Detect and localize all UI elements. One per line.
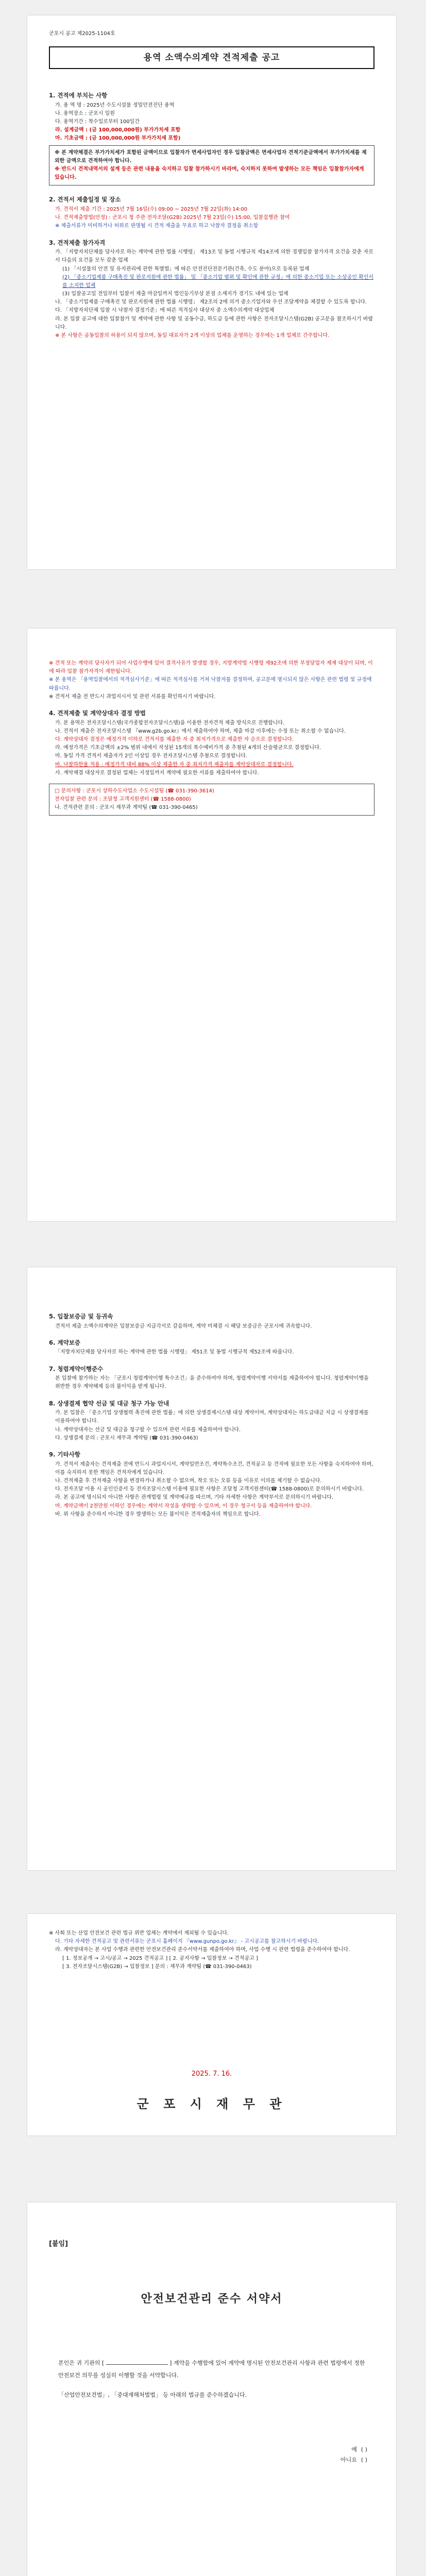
pledge-para-b: ] 계약을 수행함에 있어 계약에 명시된 안전보건관리 사항과 관련 법령에서 정한 안전보건 의무를 성실히 이행할 것을 서약합니다. <box>58 2360 365 2379</box>
sec4-item: 바. 낙찰하한율 적용 : 예정가격 대비 88% 이상 제출한 자 중 최저가격 제출자를 계약상대자로 결정합니다. <box>55 761 294 768</box>
document-page-2 <box>27 629 396 1221</box>
pledge-para-2: 「산업안전보건법」, 「중대재해처벌법」 등 아래의 법규를 준수하겠습니다. <box>58 2392 247 2399</box>
section-9-title: 9. 기타사항 <box>49 1451 80 1458</box>
sec2-item: 나. 견적제출방법(안정) : 군포시 청 주관 전자조달(G2B) 2025년 7월 23일(수) 15:00, 입찰집행관 참여 <box>55 215 290 221</box>
attachment-tag: [붙임] <box>49 2240 68 2248</box>
contact-box <box>49 784 374 816</box>
sec9-item: 마. 계약금액이 2천만원 이하인 경우에는 계약서 작성을 생략할 수 있으며, 이 경우 청구서 등을 제출하여야 합니다. <box>55 1503 312 1509</box>
sec1-item: 가. 용 역 명 : 2025년 수도시설물 정밀안전진단 용역 <box>55 102 175 108</box>
sec3-item: 가. 「지방자치단체를 당사자로 하는 계약에 관한 법률 시행령」 제13조 및 동법 시행규칙 제14조에 의한 경쟁입찰 참가자격 요건을 갖춘 자로서 다음의 요건을 모두 갖춘 업체 <box>55 249 373 264</box>
sec9-item: 라. 본 공고에 명시되지 아니한 사항은 관계법령 및 계약예규를 따르며, 기타 자세한 사항은 계약부서로 문의하시기 바랍니다. <box>55 1495 334 1501</box>
answer-checkbox[interactable]: ( ) <box>361 2456 367 2463</box>
answer-row-yes[interactable] <box>58 2445 367 2455</box>
sec8-item: 가. 본 입찰은 「중소기업 상생협력 촉진에 관한 법률」에 의한 상생결제시스템 대상 계약이며, 계약상대자는 하도급대금 지급 시 상생결제를 이용하여야 합니다. <box>55 1410 369 1425</box>
issuer-signature: 군 포 시 재 무 관 <box>137 2097 287 2111</box>
notice-date: 2025. 7. 16. <box>191 2070 232 2078</box>
sec4-item: 다. 계약상대자 결정은 예정가격 이하로 견적서를 제출한 자 중 최저가격으로 제출한 자 순으로 결정합니다. <box>55 736 294 742</box>
p4-line: 다. 기타 자세한 견적공고 및 관련서류는 군포시 홈페이지 『www.gunpo.go.kr』 - 고시공고를 참고하시기 바랍니다. <box>55 1939 319 1945</box>
contact-line: □ 문의사항 : 군포시 상하수도사업소 수도시설팀 (☎ 031-390-3614) <box>55 788 214 794</box>
pledge-title: 안전보건관리 준수 서약서 <box>141 2293 283 2306</box>
page1-body <box>49 88 374 340</box>
sec4-item: 라. 예정가격은 기초금액의 ±2% 범위 내에서 작성된 15개의 복수예비가격 중 추첨된 4개의 산술평균으로 결정합니다. <box>55 745 321 751</box>
notice-box-line: ※ 본 계약체결은 부가가치세가 포함된 금액이므로 입찰자가 면세사업자인 경우 입찰금액은 면세사업자 견적기준금액에서 부가가치세를 제외한 금액으로 견적하여야 합니다. <box>55 149 367 164</box>
answer-row-no[interactable] <box>58 2455 367 2465</box>
answer-label: 예 <box>351 2446 357 2453</box>
p4-line: [ 1. 정보공개 → 고시/공고 → 2025 견적공고 ] [ 2. 공지사항 → 입찰정보 → 견적공고 ] <box>62 1955 258 1961</box>
document-page-1 <box>27 15 396 569</box>
page3-body <box>49 1309 374 1519</box>
section-1-title: 1. 견적에 부치는 사항 <box>49 92 108 99</box>
sec3-item: 나. 「중소기업제품 구매촉진 및 판로지원에 관한 법률 시행령」 제2조의 2에 의거 중소기업자와 우선 조달계약을 체결할 수 있도록 합니다. <box>55 299 367 306</box>
sec4-item: 마. 동일 가격 견적서 제출자가 2인 이상일 경우 전자조달시스템 추첨으로 결정합니다. <box>55 753 247 759</box>
sec1-item: 다. 용역기간 : 착수일로부터 100일간 <box>55 119 140 125</box>
sec3-item: 라. 본 입찰 공고에 대한 입찰참가 및 계약에 관한 사항 및 공동수급, 하도급 등에 관한 사항은 전자조달시스템(G2B) 공고문을 참조하시기 바랍니다. <box>55 316 373 330</box>
section-4-title: 4. 견적제출 및 계약상대자 결정 방법 <box>49 709 146 717</box>
section-2-title: 2. 견적서 제출일정 및 장소 <box>49 196 121 204</box>
p4-line: [ 3. 전자조달시스템(G2B) → 입찰정보 ] 문의 : 재무과 계약팀 (☎ 031-390-0463) <box>62 1963 252 1970</box>
pledge-para-a: 본인은 귀 기관의 [ <box>58 2360 105 2366</box>
sec9-item: 바. 위 사항을 준수하지 아니한 경우 발생하는 모든 불이익은 견적제출자의 책임으로 합니다. <box>55 1511 261 1517</box>
page-title: 용역 소액수의계약 견적제출 공고 <box>49 46 374 69</box>
sec9-item: 나. 견적제출 후 견적제출 사항을 변경하거나 취소할 수 없으며, 착오 또는 오류 등을 이유로 이의를 제기할 수 없습니다. <box>55 1478 322 1484</box>
section-5-title: 5. 입찰보증금 및 등귀속 <box>49 1313 113 1320</box>
document-page-5 <box>27 2202 396 2576</box>
sec3-item: (1) 「시설물의 안전 및 유지관리에 관한 특별법」에 따른 안전진단전문기관(건축, 수도 분야)으로 등록된 업체 <box>62 266 310 272</box>
bullet-note: ※ 본 용역은 「용역입찰에서의 적격심사기준」에 따른 적격심사를 거쳐 낙찰자를 결정하며, 공고문에 명시되지 않은 사항은 관련 법령 및 규정에 따릅니다. <box>49 677 372 691</box>
contract-name-blank[interactable] <box>106 2357 168 2365</box>
sec1-item: 라. 설계금액 : (금 100,000,000원) 부가가치세 포함 <box>55 127 181 133</box>
sec1-item: 마. 기초금액 : (금 100,000,000원 부가가치세 포함) <box>55 135 181 142</box>
notice-box-line: ※ 반드시 견적내역서의 설계 등은 관련 내용을 숙지하고 입찰 참가하시기 바라며, 숙지하지 못하여 발생하는 모든 책임은 입찰참가자에게 있습니다. <box>55 166 364 181</box>
notice-box <box>49 145 374 186</box>
p4-line: 라. 계약상대자는 본 사업 수행과 관련한 안전보건관리 준수서약서를 제출하여야 하며, 사업 수행 시 관련 법령을 준수하여야 합니다. <box>55 1947 350 1953</box>
sec6-text: 「지방자치단체를 당사자로 하는 계약에 관한 법률 시행령」 제51조 및 동법 시행규칙 제52조에 따릅니다. <box>55 1349 294 1355</box>
answer-label: 아니요 <box>340 2456 357 2463</box>
sec3-item: (2) 「중소기업제품 구매촉진 및 판로지원에 관한 법률」 및 「중소기업 범위 및 확인에 관한 규정」에 의한 중소기업 또는 소상공인 확인서를 소지한 업체 <box>62 274 374 289</box>
sec1-item: 나. 용역장소 : 군포시 일원 <box>55 110 115 116</box>
sec3-note: ※ 본 사항은 공동입찰의 허용이 되지 않으며, 동일 대표자가 2개 이상의 업체를 운영하는 경우에는 1개 업체로 간주합니다. <box>55 333 330 338</box>
sec2-item: 가. 견적서 제출 기간 : 2025년 7월 16일(수) 09:00 ~ 2025년 7월 22일(화) 14:00 <box>55 206 248 212</box>
sec9-item: 가. 견적서 제출자는 견적제출 전에 반드시 과업지시서, 계약일반조건, 계약특수조건, 견적공고 등 견적에 필요한 모든 사항을 숙지하여야 하며, 이를 숙지하지 못한 책임은 견적자에게 있습니다. <box>55 1461 373 1476</box>
section-3-title: 3. 견적제출 참가자격 <box>49 239 106 246</box>
document-page-4 <box>27 1914 396 2136</box>
answer-checkbox[interactable]: ( ) <box>361 2446 367 2453</box>
answer-rows <box>58 2445 367 2465</box>
page4-body <box>49 1929 374 1971</box>
section-8-title: 8. 상생결제 협약 선금 및 대금 청구 가능 안내 <box>49 1399 169 1407</box>
bullet-note: ※ 견적서 제출 전 반드시 과업지시서 및 관련 서류를 확인하시기 바랍니다. <box>49 693 216 700</box>
page2-body <box>49 659 374 818</box>
p4-line: ※ 사회 또는 산업 안전보건 관련 법규 위반 업체는 계약에서 제외될 수 있습니다. <box>49 1930 229 1936</box>
bullet-note: ※ 견적 또는 계약의 당사자가 되어 사업수행에 있어 결격사유가 발생할 경우, 지방계약법 시행령 제92조에 의한 부정당업자 제재 대상이 되며, 이에 따라 입찰 참가자격이 제한됩니다. <box>49 660 373 675</box>
document-page-3 <box>27 1267 396 1870</box>
notice-number: 군포시 공고 제2025-1104호 <box>49 31 115 37</box>
section-6-title: 6. 계약보증 <box>49 1338 80 1346</box>
sec5-text: 견적서 제출 소액수의계약은 입찰보증금 지급각서로 갈음하며, 계약 미체결 시 해당 보증금은 군포시에 귀속합니다. <box>55 1323 312 1329</box>
sec8-item: 나. 계약상대자는 선금 및 대금을 청구할 수 있으며 관련 서류를 제출하여야 합니다. <box>55 1427 241 1433</box>
section-7-title: 7. 청렴계약이행준수 <box>49 1365 104 1372</box>
contact-line: 나. 견적관련 문의 : 군포시 재무과 계약팀 (☎ 031-390-0465) <box>55 805 198 811</box>
contact-line: 전자입찰 관련 문의 : 조달청 고객지원센터 (☎ 1588-0800) <box>55 796 191 803</box>
sec9-item: 다. 전자조달 이용 시 공인인증서 등 전자조달시스템 이용에 필요한 사항은 조달청 고객지원센터(☎ 1588-0800)로 문의하시기 바랍니다. <box>55 1486 364 1493</box>
sec4-item: 가. 본 용역은 전자조달시스템(국가종합전자조달시스템)을 이용한 전자견적 제출 방식으로 진행합니다. <box>55 720 285 726</box>
sec4-item: 나. 견적서 제출은 전자조달시스템 『www.g2b.go.kr』에서 제출하여야 하며, 제출 마감 이후에는 수정 또는 취소할 수 없습니다. <box>55 728 346 734</box>
sec8-item: 다. 상생결제 문의 : 군포시 재무과 계약팀 (☎ 031-390-0463) <box>55 1435 198 1441</box>
sec3-item: 다. 「지방자치단체 입찰 시 낙찰자 결정기준」에 따른 적격심사 대상자 중 소액수의계약 대상업체 <box>55 308 275 314</box>
sec4-item: 사. 계약체결 대상자로 결정된 업체는 지정일까지 계약에 필요한 서류를 제출하여야 합니다. <box>55 770 259 776</box>
sec7-text: 본 입찰에 참가하는 자는 「군포시 청렴계약이행 특수조건」을 준수하여야 하며, 청렴계약이행 서약서를 제출하여야 합니다. 청렴계약이행을 위반한 경우 계약해제 등의 불이익을 받게 됩니다. <box>55 1376 369 1390</box>
pledge-paragraph <box>58 2357 367 2402</box>
sec3-item: (3) 입찰공고일 전일부터 입찰서 제출 마감일까지 법인등기부상 본점 소재지가 경기도 내에 있는 업체 <box>62 291 288 297</box>
sec2-item: ※ 제출서류가 미비하거나 허위로 판명될 시 견적 제출을 무효로 하고 낙찰자 결정을 취소함 <box>55 223 259 229</box>
